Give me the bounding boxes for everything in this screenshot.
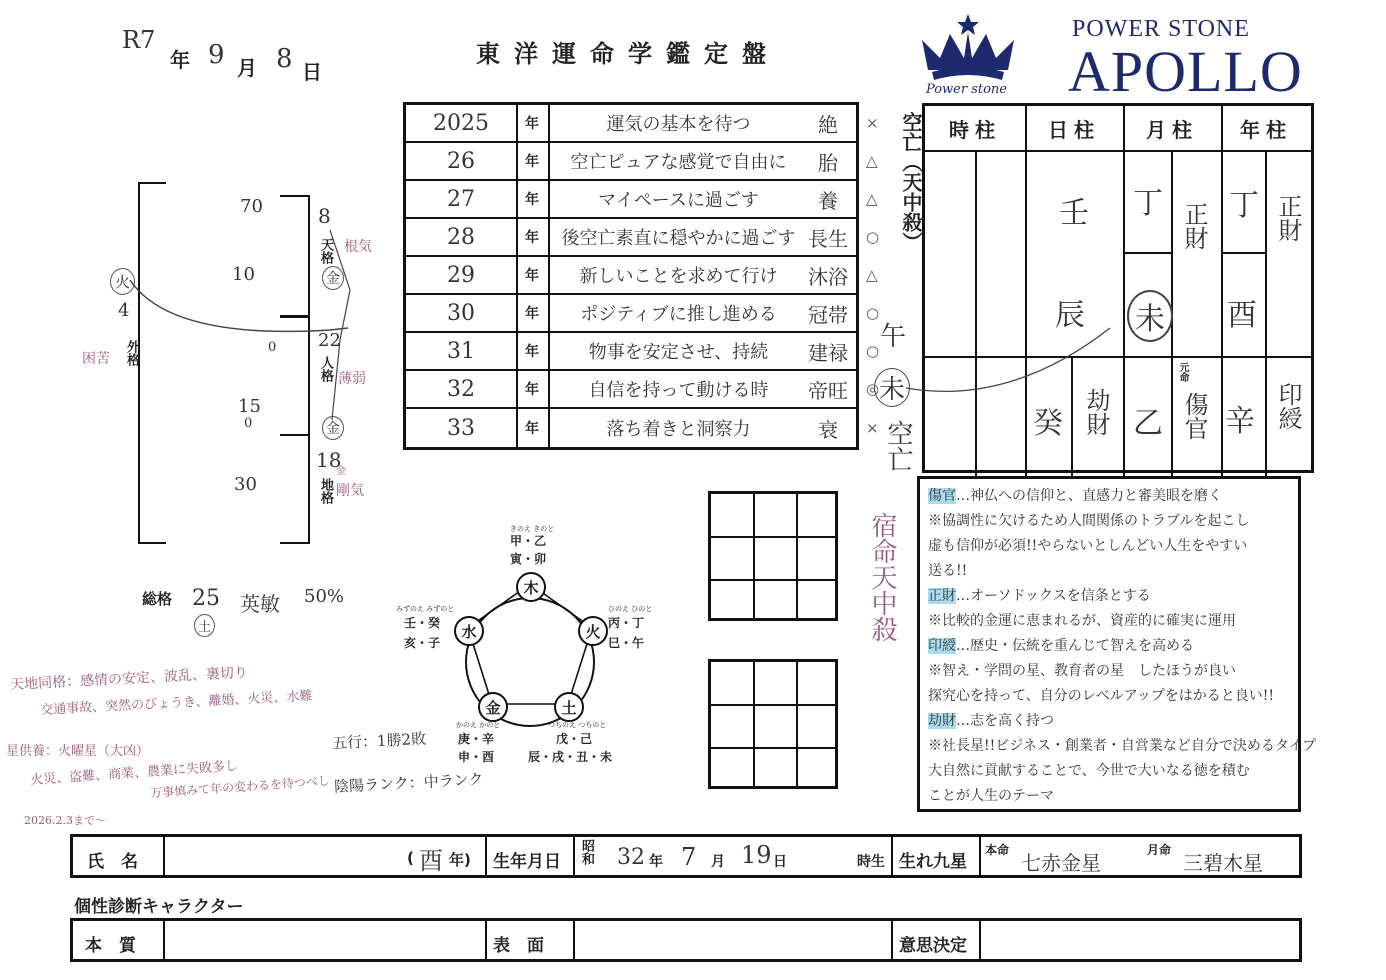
gen-label: 元命	[1177, 362, 1188, 382]
note-line	[928, 535, 1247, 555]
note-key: 正財	[928, 588, 956, 604]
getsumei-label: 月命	[1147, 843, 1172, 857]
note-text: …志を高く持つ	[956, 713, 1054, 729]
year-fortune-text: 物事を安定させ、持続	[588, 342, 769, 363]
birth-label: 生年月日	[493, 852, 561, 872]
ten-label: 天格	[318, 238, 333, 264]
birth-era: 昭和	[579, 839, 594, 865]
year-phase: 衰	[818, 417, 838, 442]
name-row	[70, 834, 1302, 878]
gai-num: 4	[118, 300, 130, 321]
sou-label: 総格	[142, 590, 173, 608]
gogyo-earth: 土	[554, 692, 584, 722]
year-phase: 長生	[808, 226, 848, 251]
birth-nen: 年	[649, 854, 663, 870]
note-line	[928, 635, 1194, 655]
year-label: 31	[447, 338, 475, 364]
metal-bot: 申・酉	[458, 750, 495, 764]
chi-num: 18	[316, 448, 342, 472]
note-line	[928, 485, 1222, 505]
getsumei-value: 三碧木星	[1183, 851, 1263, 875]
honmei-value: 七赤金星	[1021, 851, 1101, 875]
year-nen: 年	[525, 268, 539, 284]
zodiac-open: (	[407, 849, 414, 867]
jin-note: 薄弱	[338, 371, 366, 387]
memo-gogyo-result: 五行：1勝2敗	[331, 729, 427, 753]
jin-label: 人格	[318, 356, 333, 382]
note-text: 虚も信仰が必須!!やらないとしんどい人生をやすい	[928, 538, 1248, 554]
kuubou-hand-hitsuji: 未	[874, 368, 910, 407]
notes-box	[917, 476, 1317, 812]
date-nichi: 日	[302, 60, 322, 84]
year-fortune-text: 後空亡素直に穏やかに過ごす	[561, 228, 796, 249]
note-text: ※社長星!!ビジネス・創業者・自営業など自分で決めるタイプ	[928, 738, 1317, 754]
year-phase: 養	[818, 188, 838, 213]
zodiac-close: 年)	[449, 851, 471, 869]
year-label: 28	[447, 224, 475, 250]
year-nen: 年	[525, 344, 539, 360]
year-mark: ○	[866, 342, 880, 360]
note-text: ※智え・学問の星、教育者の星 したほうが良い	[928, 663, 1236, 679]
note-line	[928, 760, 1250, 780]
day-branch: 辰	[1055, 298, 1085, 333]
metal-top: 庚・辛	[458, 732, 495, 746]
note-line	[928, 685, 1274, 705]
kyusei-label: 生れ九星	[899, 852, 967, 872]
side-num-0b: 0	[244, 416, 253, 431]
name-label: 氏 名	[87, 852, 138, 872]
side-num-0a: 0	[268, 340, 277, 355]
jin-elem: 金	[322, 416, 344, 440]
year-mark: ○	[866, 304, 880, 322]
logo-brand-main: APOLLO	[1068, 39, 1303, 104]
year-stem: 丁	[1229, 188, 1259, 223]
year-phase: 胎	[818, 150, 838, 175]
note-line	[928, 660, 1236, 680]
sou-note: 英敏	[240, 592, 280, 616]
honshitsu-label: 本 質	[85, 936, 136, 956]
sou-elem: 土	[194, 614, 215, 637]
note-text: ※比較的金運に恵まれるが、資産的に確実に運用	[928, 613, 1236, 629]
note-key: 印綬	[928, 638, 956, 654]
year-nen: 年	[525, 154, 539, 170]
day-hidden-star: 劫財	[1082, 388, 1110, 436]
month-branch: 未	[1127, 290, 1173, 342]
honmei-label: 本命	[985, 843, 1010, 857]
year-nen: 年	[525, 306, 539, 322]
note-line	[928, 510, 1249, 530]
year-fortune-table	[403, 102, 880, 450]
sou-num: 25	[192, 586, 220, 611]
logo-brand-top: POWER STONE	[1072, 16, 1250, 42]
earth-ruby: つちのえ つちのと	[548, 721, 607, 729]
year-label: 27	[447, 186, 475, 212]
jin-num: 22	[318, 330, 341, 351]
year-mark: △	[866, 190, 878, 208]
year-nen: 年	[525, 192, 539, 208]
year-row	[406, 295, 880, 333]
wood-ruby: きのえ きのと	[510, 525, 555, 533]
kuubou-hand-kuu: 空亡	[883, 420, 913, 472]
gai-elem: 火	[110, 268, 135, 295]
logo-script: Power stone	[926, 82, 1008, 97]
side-num-70: 70	[240, 196, 263, 217]
shukumei-note: 宿命天中殺	[867, 512, 897, 642]
year-phase: 建禄	[808, 340, 848, 365]
year-branch: 酉	[1227, 298, 1257, 333]
year-label: 2025	[433, 110, 489, 136]
year-row	[406, 181, 878, 219]
gogyo-water: 水	[454, 616, 484, 646]
chi-note: 剛気	[336, 483, 364, 499]
year-nen: 年	[525, 230, 539, 246]
year-mark: ○	[866, 228, 880, 246]
year-mark: △	[866, 152, 878, 170]
year-label: 33	[447, 415, 475, 441]
birth-day: 19	[741, 841, 772, 869]
gogyo-metal: 金	[478, 692, 508, 722]
month-star: 正財	[1180, 202, 1208, 250]
month-hidden: 乙	[1133, 406, 1163, 441]
chi-label: 地格	[318, 478, 333, 504]
note-key: 傷官	[928, 488, 956, 504]
character-label: 個性診断キャラクター	[74, 897, 244, 917]
ten-note: 根気	[344, 239, 372, 255]
date-month: 9	[208, 40, 225, 70]
year-fortune-text: 運気の基本を待つ	[606, 114, 751, 135]
wood-bot: 寅・卯	[510, 552, 547, 566]
logo	[908, 10, 1348, 104]
year-nen: 年	[525, 116, 539, 132]
birth-year: 32	[617, 845, 645, 870]
note-line	[928, 585, 1151, 605]
year-phase: 冠帯	[808, 302, 848, 327]
year-row	[406, 333, 880, 371]
kyusei-grid-top	[708, 491, 838, 621]
year-phase: 帝旺	[808, 378, 848, 403]
note-text: …歴史・伝統を重んじて智えを高める	[956, 638, 1194, 654]
year-row	[406, 219, 880, 257]
note-text: ことが人生のテーマ	[928, 788, 1054, 804]
year-fortune-text: 落ち着きと洞察力	[606, 419, 751, 440]
year-mark: ×	[866, 419, 879, 437]
water-bot: 亥・子	[404, 636, 441, 650]
kyusei-grid-bottom	[708, 659, 838, 789]
metal-ruby: かのえ かのと	[456, 721, 501, 729]
hyomen-label: 表 面	[493, 936, 544, 956]
fire-bot: 巳・午	[608, 636, 645, 650]
note-text: 送る!!	[928, 563, 968, 579]
memo-line-1: 天地同格：感情の安定、波乱、裏切り	[9, 664, 249, 694]
year-label: 30	[447, 300, 475, 326]
note-line	[928, 735, 1316, 755]
header-gecchu: 月柱	[1146, 117, 1198, 142]
year-nen: 年	[525, 382, 539, 398]
zodiac-value: 酉	[419, 847, 443, 875]
sou-pct: 50%	[304, 586, 345, 607]
year-nen: 年	[525, 421, 539, 437]
year-fortune-text: 自信を持って動ける時	[588, 380, 769, 401]
note-text: 探究心を持って、自分のレベルアップをはかると良い!!	[928, 688, 1274, 704]
header-nenchu: 年柱	[1240, 117, 1292, 142]
kuubou-hand-uma: 午	[880, 322, 907, 352]
memo-line-6: 2026.2.3まで〜	[24, 814, 106, 827]
month-hidden-star: 傷官	[1180, 392, 1208, 440]
birth-nichi: 日	[773, 854, 787, 870]
year-mark: ◎	[866, 380, 880, 398]
year-label: 26	[447, 148, 475, 174]
gai-label: 外格	[124, 340, 139, 366]
date-era-year: R7	[122, 26, 156, 54]
year-fortune-text: 空亡ピュアな感覚で自由に	[570, 152, 787, 173]
fire-ruby: ひのえ ひのと	[608, 605, 653, 613]
birth-month: 7	[681, 843, 697, 871]
note-line	[928, 610, 1236, 630]
gogyo-wood: 木	[516, 572, 546, 602]
header-jichu: 時柱	[949, 117, 1001, 142]
earth-top: 戊・己	[556, 732, 593, 746]
earth-bot: 辰・戌・丑・未	[528, 750, 613, 764]
year-fortune-text: マイペースに過ごす	[598, 190, 759, 211]
year-row	[406, 371, 880, 409]
gai-note: 困苦	[82, 351, 110, 367]
ten-num: 8	[318, 204, 331, 228]
side-num-10: 10	[232, 264, 255, 285]
date-nen: 年	[170, 48, 190, 72]
water-top: 壬・癸	[404, 616, 441, 630]
water-ruby: みずのえ みずのと	[396, 605, 455, 613]
note-text: …神仏への信仰と、直感力と審美眼を磨く	[956, 488, 1222, 504]
year-label: 29	[447, 262, 475, 288]
wood-top: 甲・乙	[510, 534, 547, 548]
year-phase: 沐浴	[808, 264, 848, 289]
year-phase: 絶	[818, 112, 838, 137]
year-star: 正財	[1274, 194, 1302, 242]
ten-elem: 金	[322, 266, 344, 290]
memo-inyo-rank: 陰陽ランク：中ランク	[333, 770, 484, 796]
birth-tsuki: 月	[711, 854, 725, 870]
year-row	[406, 409, 879, 447]
note-text: 大自然に貢献することで、今世で大いなる徳を積む	[928, 763, 1250, 779]
note-line	[928, 785, 1054, 805]
year-row	[406, 257, 878, 295]
note-text: …オーソドックスを信条とする	[956, 588, 1151, 604]
birth-time-label: 時生	[857, 854, 885, 870]
note-line	[928, 710, 1054, 730]
fire-top: 丙・丁	[608, 616, 645, 630]
year-row	[406, 143, 878, 181]
day-hidden: 癸	[1033, 406, 1063, 441]
year-fortune-text: 新しいことを求めて行け	[579, 266, 778, 287]
memo-line-2: 交通事故、突然のびょうき、離婚、火災、水難	[39, 688, 313, 719]
branch-connector-line	[880, 310, 1140, 430]
memo-line-4: 火災、盗難、商業、農業に失敗多し	[29, 758, 239, 789]
chi-elem: 金	[336, 466, 346, 477]
side-num-30: 30	[234, 474, 257, 495]
month-stem: 丁	[1133, 186, 1163, 221]
header-nichu: 日柱	[1048, 117, 1100, 142]
date-tsuki: 月	[237, 56, 257, 80]
note-line	[928, 560, 967, 580]
character-row	[70, 918, 1302, 962]
year-row	[406, 105, 879, 143]
day-stem: 壬	[1059, 196, 1089, 231]
year-label: 32	[447, 376, 475, 402]
kuubou-label: 空亡（天中殺）	[899, 112, 923, 252]
page-title: 東洋運命学鑑定盤	[476, 40, 780, 68]
side-num-15: 15	[238, 396, 261, 417]
gogyo-fire: 火	[578, 616, 608, 646]
year-mark: △	[866, 266, 878, 284]
ishi-label: 意思決定	[899, 936, 967, 956]
memo-line-5: 万事慎みて年の変わるを待つべし	[149, 773, 331, 801]
year-hidden-star: 印綬	[1274, 382, 1302, 430]
memo-line-3: 星供養：火曜星（大凶）	[6, 744, 150, 759]
year-fortune-text: ポジティブに推し進める	[580, 304, 777, 325]
note-key: 劫財	[928, 713, 956, 729]
note-text: ※協調性に欠けるため人間関係のトラブルを起こし	[928, 513, 1250, 529]
date-day: 8	[276, 44, 293, 74]
year-mark: ×	[866, 114, 879, 132]
year-hidden: 辛	[1225, 404, 1255, 439]
